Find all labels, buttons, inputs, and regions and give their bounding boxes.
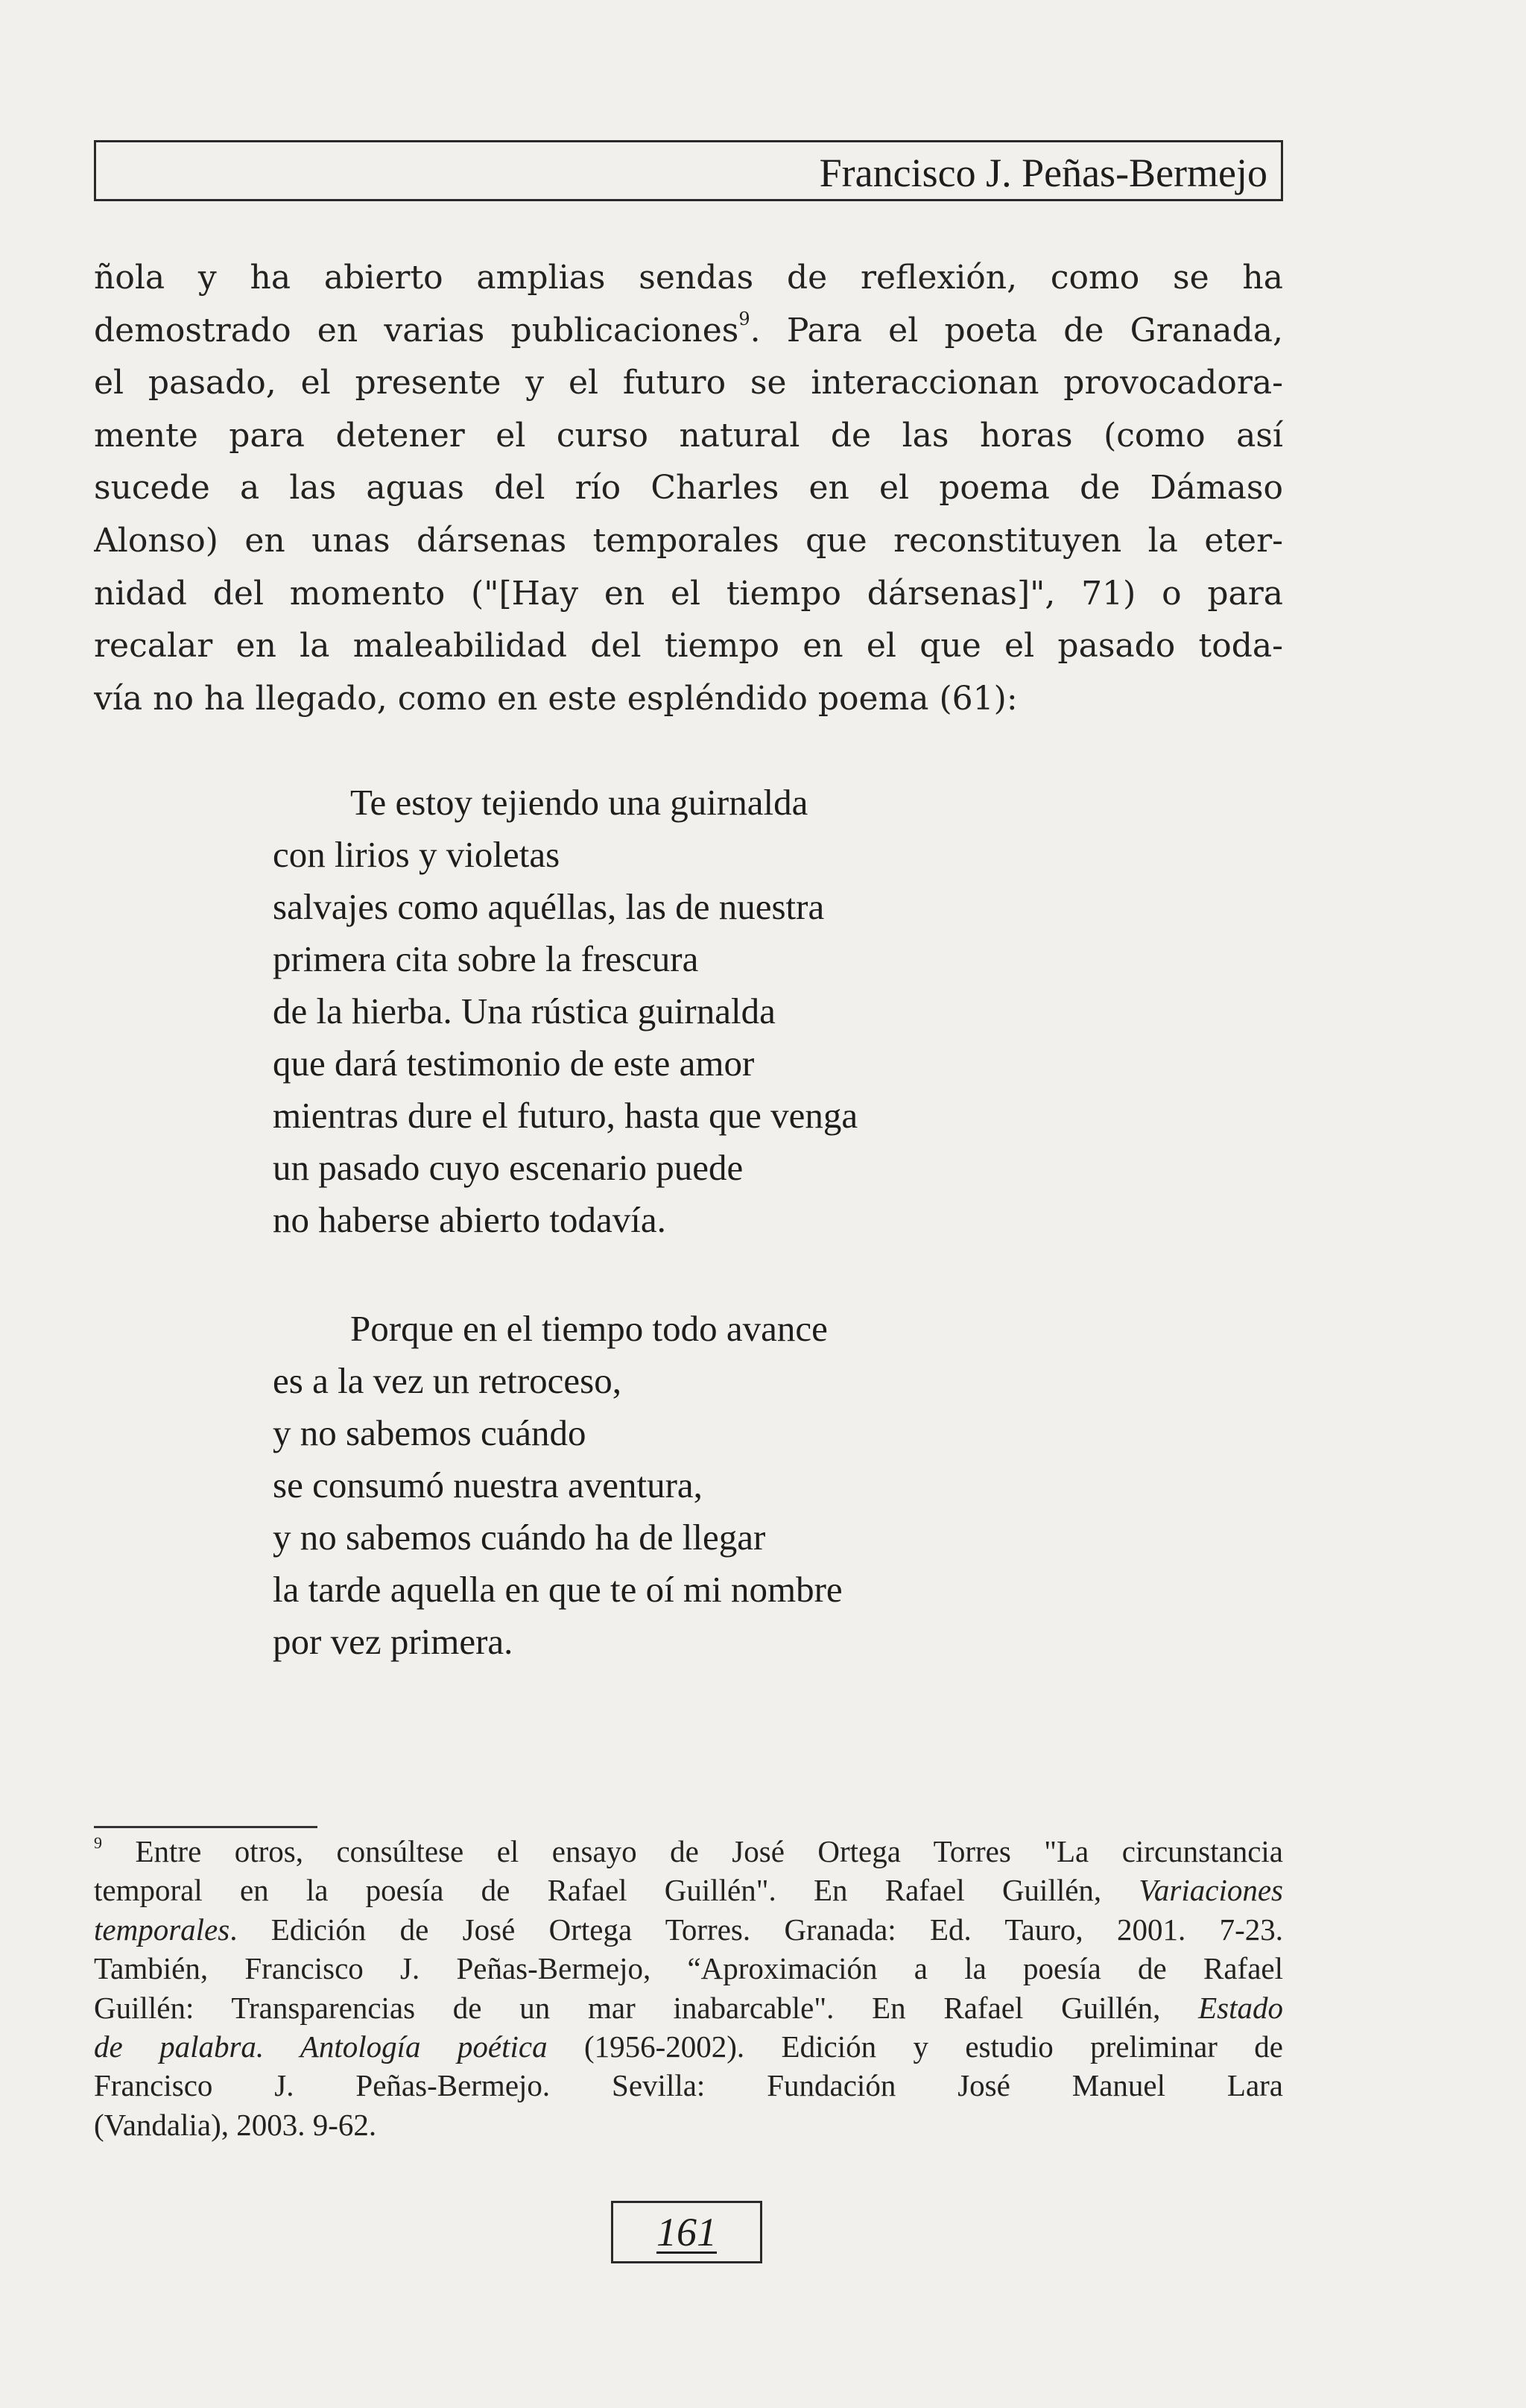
page-number: 161 xyxy=(656,2210,717,2254)
poem-line: por vez primera. xyxy=(273,1621,513,1662)
body-line: el pasado, el presente y el futuro se interaccionan provocadora- xyxy=(94,364,1283,402)
poem-stanza-1 xyxy=(273,777,858,1246)
poem-line: primera cita sobre la frescura xyxy=(273,938,699,979)
poem-line: de la hierba. Una rústica guirnalda xyxy=(273,990,776,1031)
poem-line: Te estoy tejiendo una guirnalda xyxy=(350,782,808,823)
poem-line: no haberse abierto todavía. xyxy=(273,1199,666,1240)
poem-line: y no sabemos cuándo ha de llegar xyxy=(273,1517,766,1558)
poem-line: Porque en el tiempo todo avance xyxy=(350,1308,828,1349)
page-number-box xyxy=(611,2201,762,2263)
poem-line: que dará testimonio de este amor xyxy=(273,1043,755,1084)
footnote-line: (Vandalia), 2003. 9-62. xyxy=(94,2107,377,2142)
poem-line: un pasado cuyo escenario puede xyxy=(273,1147,744,1188)
footnote-number: 9 xyxy=(94,1833,102,1852)
poem-line: con lirios y violetas xyxy=(273,834,560,875)
poem-line: y no sabemos cuándo xyxy=(273,1412,586,1453)
poem-line: salvajes como aquéllas, las de nuestra xyxy=(273,886,825,927)
poem-line: es a la vez un retroceso, xyxy=(273,1360,621,1401)
footnote-line: Guillén: Transparencias de un mar inabarcable". En Rafael Guillén, Estado xyxy=(94,1990,1283,2025)
footnote-reference: 9 xyxy=(738,308,750,329)
body-paragraph xyxy=(94,252,1283,725)
body-line: recalar en la maleabilidad del tiempo en el que el pasado toda- xyxy=(94,627,1283,666)
footnote xyxy=(94,1832,1283,2144)
body-line: ñola y ha abierto amplias sendas de reflexión, como se ha xyxy=(94,259,1283,297)
body-line: Alonso) en unas dársenas temporales que reconstituyen la eter- xyxy=(94,521,1283,560)
poem-line: se consumó nuestra aventura, xyxy=(273,1464,703,1505)
body-line: vía no ha llegado, como en este espléndido poema (61): xyxy=(94,679,1018,718)
footnote-line: También, Francisco J. Peñas-Bermejo, “Aproximación a la poesía de Rafael xyxy=(94,1951,1283,1986)
body-line: mente para detener el curso natural de las horas (como así xyxy=(94,416,1283,455)
body-line: sucede a las aguas del río Charles en el poema de Dámaso xyxy=(94,469,1283,508)
poem-line: la tarde aquella en que te oí mi nombre xyxy=(273,1569,843,1610)
footnote-line: de palabra. Antología poética (1956-2002). Edición y estudio preliminar de xyxy=(94,2029,1283,2064)
footnote-divider xyxy=(94,1826,317,1828)
poem-line: mientras dure el futuro, hasta que venga xyxy=(273,1095,858,1136)
body-line: nidad del momento ("[Hay en el tiempo dársenas]", 71) o para xyxy=(94,574,1283,613)
footnote-line: temporales. Edición de José Ortega Torres. Granada: Ed. Tauro, 2001. 7-23. xyxy=(94,1912,1283,1947)
footnote-line: temporal en la poesía de Rafael Guillén". En Rafael Guillén, Variaciones xyxy=(94,1873,1283,1908)
footnote-line: $^9$ Entre otros, consúltese el ensayo de José Ortega Torres "La circunstancia xyxy=(94,1833,1283,1868)
body-line: demostrado en varias publicaciones$^9$. Para el poeta de Granada, xyxy=(94,308,1283,350)
poem-stanza-2 xyxy=(273,1303,843,1668)
running-header-title: Francisco J. Peñas-Bermejo xyxy=(819,151,1267,195)
footnote-line: Francisco J. Peñas-Bermejo. Sevilla: Fundación José Manuel Lara xyxy=(94,2068,1283,2103)
running-header xyxy=(94,140,1283,201)
